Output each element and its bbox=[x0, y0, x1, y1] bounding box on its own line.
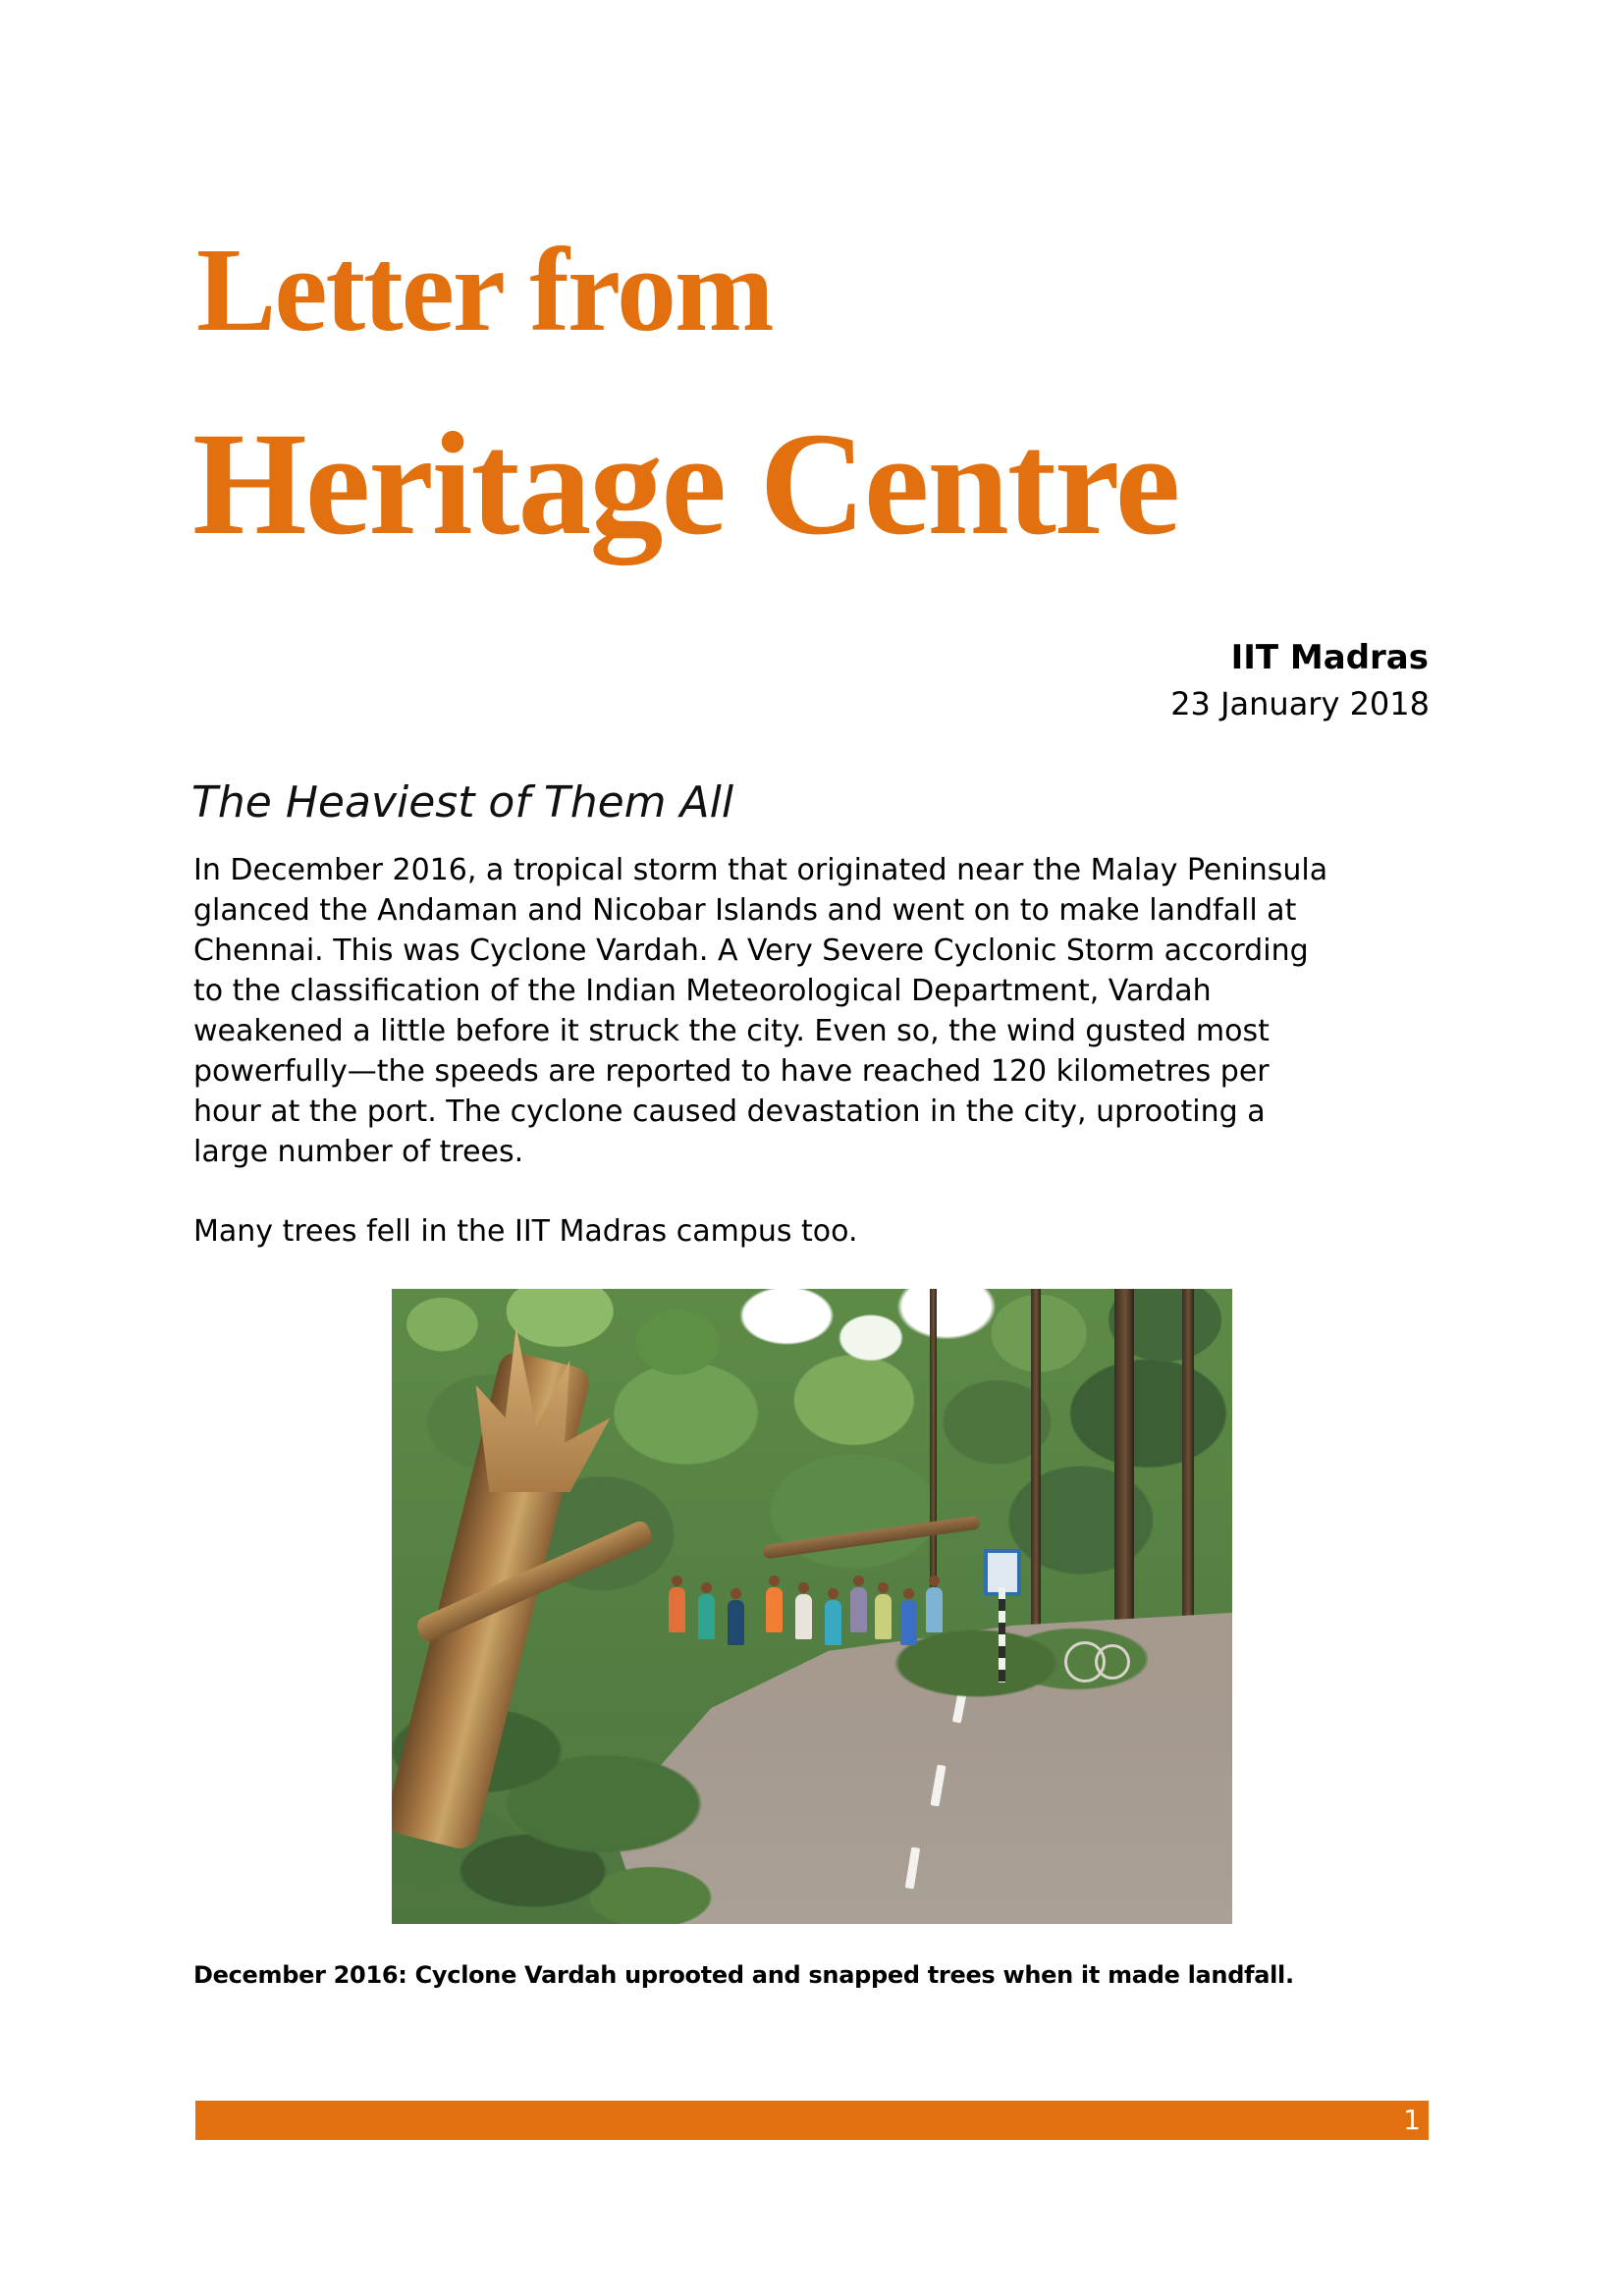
photo-person bbox=[850, 1587, 867, 1632]
photo-person bbox=[766, 1587, 783, 1632]
text-line: In December 2016, a tropical storm that originated near the Malay Peninsula bbox=[193, 853, 1328, 887]
photo-person bbox=[728, 1600, 744, 1645]
photo-person bbox=[795, 1594, 812, 1639]
text-line: large number of trees. bbox=[193, 1135, 524, 1169]
photo-person bbox=[875, 1594, 892, 1639]
text-line: weakened a little before it struck the city. Even so, the wind gusted most bbox=[193, 1014, 1270, 1048]
page-number: 1 bbox=[1403, 2104, 1421, 2136]
photo-person bbox=[698, 1594, 715, 1639]
footer-bar bbox=[195, 2101, 1429, 2140]
photo-person bbox=[926, 1587, 943, 1632]
photo-striped-post bbox=[999, 1587, 1005, 1682]
article-paragraph-1 bbox=[193, 850, 1440, 1172]
text-line: Chennai. This was Cyclone Vardah. A Very Severe Cyclonic Storm according bbox=[193, 934, 1309, 968]
photo-person bbox=[825, 1600, 841, 1645]
newsletter-title-line1: Letter from bbox=[196, 224, 773, 356]
issue-date: 23 January 2018 bbox=[1170, 685, 1430, 722]
article-heading: The Heaviest of Them All bbox=[191, 777, 734, 828]
photo-person bbox=[900, 1600, 917, 1645]
text-line: Many trees fell in the IIT Madras campus too. bbox=[193, 1214, 858, 1249]
text-line: hour at the port. The cyclone caused devastation in the city, uprooting a bbox=[193, 1095, 1266, 1129]
organization-name: IIT Madras bbox=[1230, 638, 1429, 677]
newsletter-title-line2: Heritage Centre bbox=[192, 402, 1179, 565]
photo-person bbox=[669, 1587, 685, 1632]
photo-tree-trunk bbox=[930, 1289, 937, 1594]
photo-bicycle-wheel bbox=[1095, 1644, 1130, 1680]
article-paragraph-2 bbox=[193, 1211, 1440, 1252]
text-line: glanced the Andaman and Nicobar Islands and went on to make landfall at bbox=[193, 893, 1297, 928]
cyclone-damage-photo bbox=[392, 1289, 1232, 1924]
photo-caption: December 2016: Cyclone Vardah uprooted and snapped trees when it made landfall. bbox=[193, 1961, 1294, 1989]
text-line: to the classification of the Indian Meteorological Department, Vardah bbox=[193, 974, 1212, 1008]
text-line: powerfully—the speeds are reported to have reached 120 kilometres per bbox=[193, 1054, 1270, 1089]
